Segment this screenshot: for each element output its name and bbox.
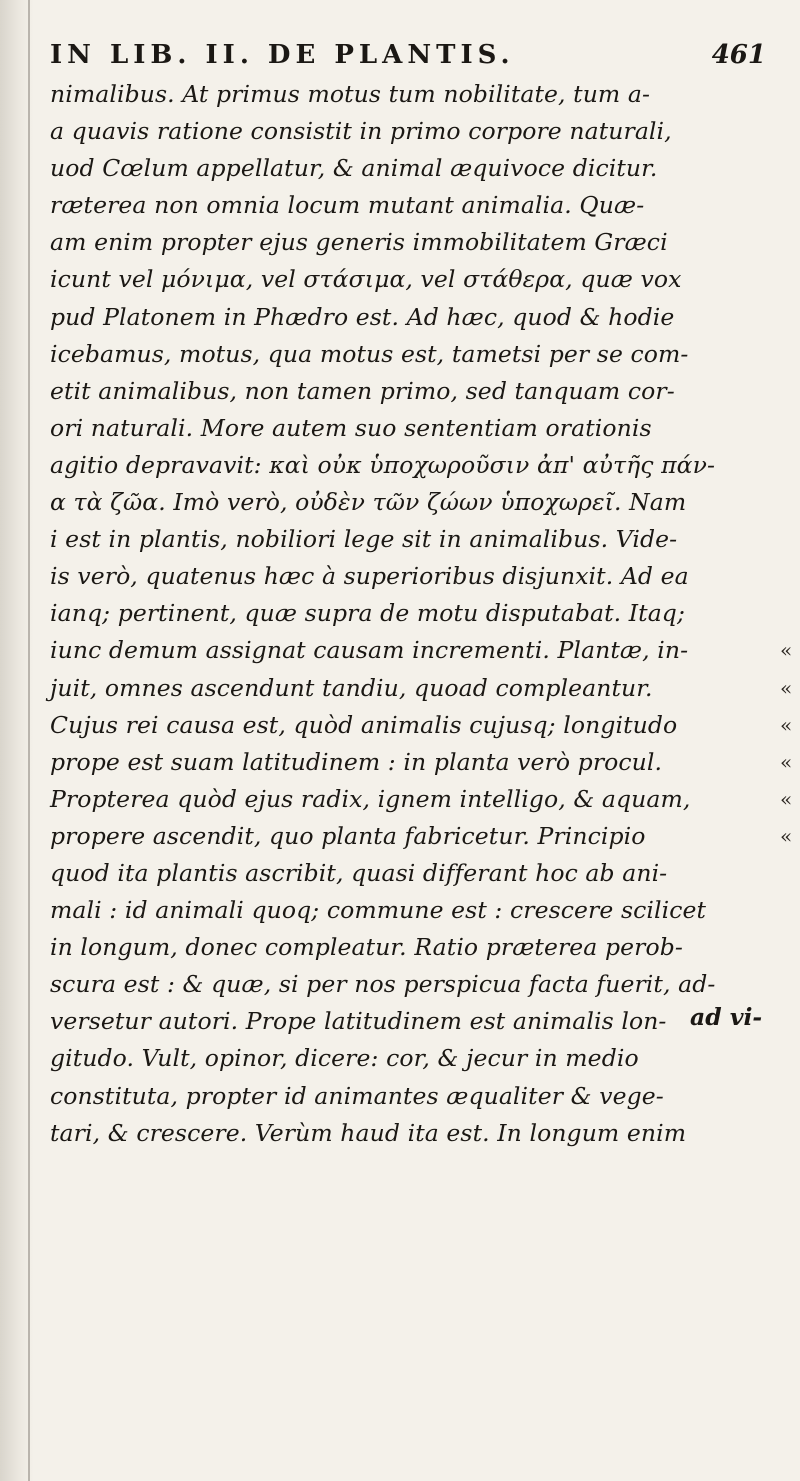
text-line: [50, 224, 780, 261]
text-line: [50, 336, 780, 373]
running-head-title: IN LIB. II. DE PLANTIS.: [50, 40, 515, 70]
line-text: propere ascendit, quo planta fabricetur. Principio: [50, 821, 646, 850]
line-text: ori naturali. More autem suo sententiam orationis: [50, 413, 652, 442]
text-line: [50, 892, 780, 929]
binding-edge: [28, 0, 30, 1481]
text-line: [50, 707, 793, 744]
text-line: [50, 818, 793, 855]
line-text: mali : id animali quoq; commune est : crescere scilicet: [50, 896, 707, 925]
text-line: [50, 966, 780, 1003]
line-text: uod Cœlum appellatur, & animal æquivoce dicitur.: [50, 154, 658, 183]
line-text: quod ita plantis ascribit, quasi differant hoc ab ani-: [50, 858, 668, 887]
line-text: juit, omnes ascendunt tandiu, quoad compleantur.: [50, 673, 653, 702]
body-text: [50, 76, 793, 1152]
text-line: [50, 521, 780, 558]
line-text: Cujus rei causa est, quòd animalis cujusq; longitudo: [50, 710, 678, 739]
text-line: [50, 76, 780, 113]
text-line: [50, 373, 780, 410]
text-line: [50, 595, 780, 632]
quotation-mark: «: [780, 675, 793, 700]
text-line: [50, 261, 780, 298]
text-line: [50, 855, 780, 892]
line-text: prope est suam latitudinem : in planta verò procul.: [50, 747, 663, 776]
text-line: [50, 1115, 780, 1152]
line-text: icebamus, motus, qua motus est, tametsi per se com-: [50, 339, 689, 368]
line-text: gitudo. Vult, opinor, dicere: cor, & jecur in medio: [50, 1044, 639, 1073]
running-head: [50, 40, 766, 76]
line-text: icunt vel μόνιμα, vel στάσιμα, vel στάθερα, quæ vox: [50, 265, 682, 294]
line-text: α τὰ ζῶα. Imò verò, οὐδὲν τῶν ζώων ὑποχωρεῖ. Nam: [50, 488, 687, 517]
text-line: [50, 150, 780, 187]
catchword: ad vi-: [690, 1003, 763, 1031]
text-line: [50, 113, 780, 150]
line-text: versetur autori. Prope latitudinem est animalis lon-: [50, 1007, 667, 1036]
line-text: scura est : & quæ, si per nos perspicua facta fuerit, ad-: [50, 970, 716, 999]
line-text: Propterea quòd ejus radix, ignem intelligo, & aquam,: [50, 784, 691, 813]
text-line: [50, 484, 780, 521]
text-line: [50, 632, 793, 669]
line-text: is verò, quatenus hæc à superioribus disjunxit. Ad ea: [50, 562, 689, 591]
text-line: [50, 781, 793, 818]
quotation-mark: «: [780, 786, 793, 811]
text-line: [50, 1078, 780, 1115]
line-text: etit animalibus, non tamen primo, sed tanquam cor-: [50, 376, 675, 405]
text-line: [50, 929, 780, 966]
text-line: [50, 299, 780, 336]
line-text: in longum, donec compleatur. Ratio præterea perob-: [50, 933, 683, 962]
line-text: constituta, propter id animantes æqualiter & vege-: [50, 1081, 664, 1110]
page-number: 461: [711, 40, 766, 70]
text-line: [50, 1040, 780, 1077]
text-line: [50, 447, 780, 484]
quotation-mark: «: [780, 749, 793, 774]
line-text: i est in plantis, nobiliori lege sit in animalibus. Vide-: [50, 525, 678, 554]
text-line: [50, 187, 780, 224]
text-line: [50, 744, 793, 781]
line-text: pud Platonem in Phædro est. Ad hæc, quod & hodie: [50, 302, 675, 331]
line-text: ianq; pertinent, quæ supra de motu disputabat. Itaq;: [50, 599, 685, 628]
line-text: agitio depravavit: καὶ οὐκ ὑποχωροῦσιν ἀπ' αὐτῆς πάν-: [50, 450, 716, 479]
line-text: tari, & crescere. Verùm haud ita est. In longum enim: [50, 1118, 687, 1147]
text-line: [50, 558, 780, 595]
quotation-mark: «: [780, 638, 793, 663]
line-text: a quavis ratione consistit in primo corpore naturali,: [50, 117, 672, 146]
text-line: [50, 1003, 780, 1040]
quotation-mark: «: [780, 712, 793, 737]
quotation-mark: «: [780, 823, 793, 848]
line-text: am enim propter ejus generis immobilitatem Græci: [50, 228, 668, 257]
line-text: nimalibus. At primus motus tum nobilitate, tum a-: [50, 80, 651, 108]
text-line: [50, 410, 780, 447]
text-line: [50, 670, 793, 707]
line-text: ræterea non omnia locum mutant animalia. Quæ-: [50, 191, 645, 220]
line-text: iunc demum assignat causam incrementi. Plantæ, in-: [50, 636, 689, 665]
